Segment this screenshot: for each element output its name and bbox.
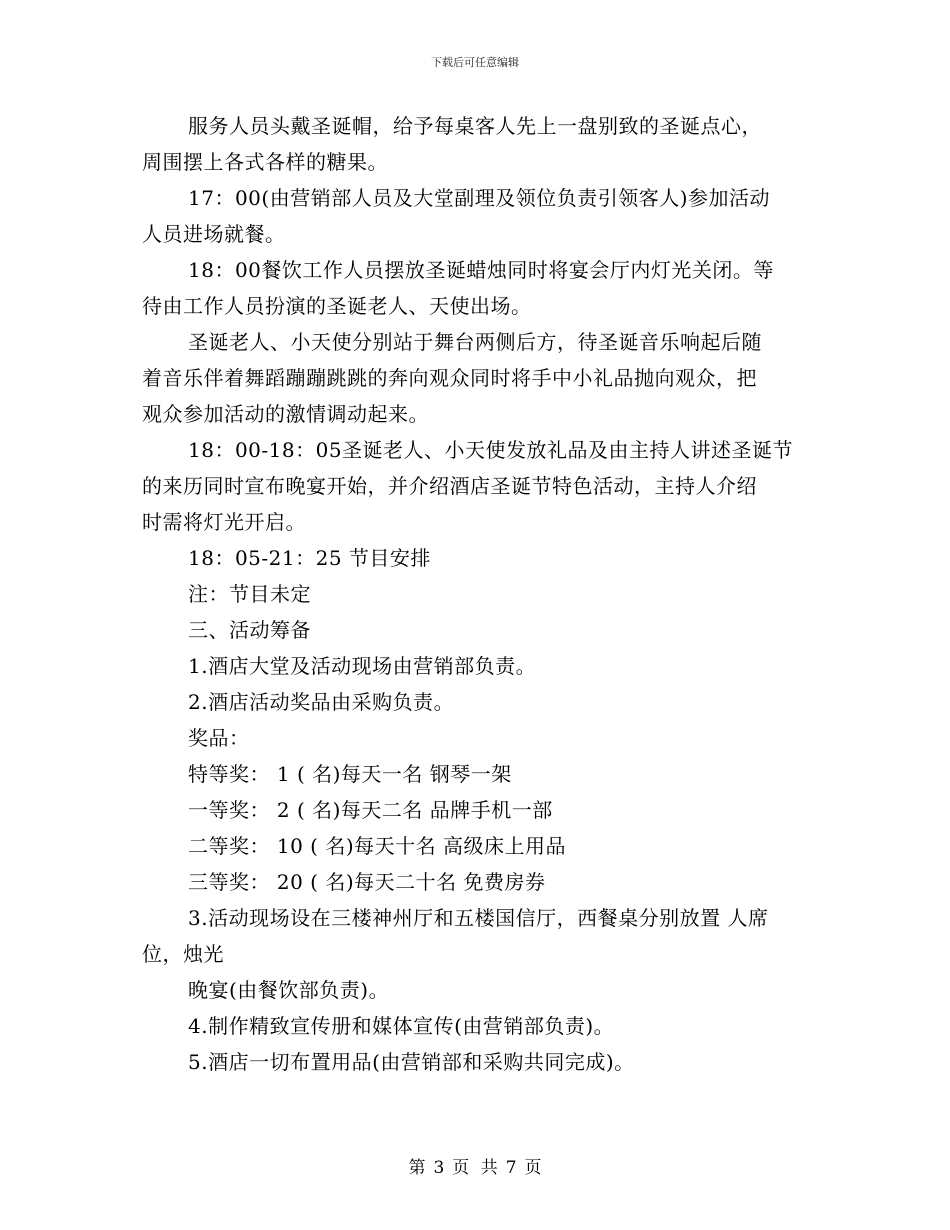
document-body <box>142 108 812 1080</box>
footer-suffix: 页 <box>524 1158 542 1178</box>
text-line: 位，烛光 <box>142 942 224 966</box>
text-line: 人员进场就餐。 <box>142 222 286 246</box>
section-heading: 三、活动筹备 <box>188 618 311 642</box>
footer-mid: 页 共 <box>452 1158 498 1178</box>
page-header: 下载后可任意编辑 <box>431 56 519 69</box>
text-line: 5.酒店一切布置用品(由营销部和采购共同完成)。 <box>188 1050 635 1074</box>
prize-line: 三等奖： 20 ( 名)每天二十名 免费房券 <box>188 870 546 894</box>
text-line: 着音乐伴着舞蹈蹦蹦跳跳的奔向观众同时将手中小礼品抛向观众，把 <box>142 366 757 390</box>
text-line: 17：00(由营销部人员及大堂副理及领位负责引领客人)参加活动 <box>188 186 771 210</box>
page-footer <box>0 1153 950 1178</box>
text-line: 18：00-18：05圣诞老人、小天使发放礼品及由主持人讲述圣诞节 <box>188 438 794 462</box>
text-line: 周围摆上各式各样的糖果。 <box>142 150 388 174</box>
prize-line: 二等奖： 10 ( 名)每天十名 高级床上用品 <box>188 834 566 858</box>
text-line: 待由工作人员扮演的圣诞老人、天使出场。 <box>142 294 532 318</box>
text-line: 3.活动现场设在三楼神州厅和五楼国信厅，西餐桌分别放置 人席 <box>188 906 769 930</box>
text-line: 2.酒店活动奖品由采购负责。 <box>188 690 455 714</box>
text-line: 观众参加活动的激情调动起来。 <box>142 402 429 426</box>
text-line: 18：00餐饮工作人员摆放圣诞蜡烛同时将宴会厅内灯光关闭。等 <box>188 258 774 282</box>
text-line: 时需将灯光开启。 <box>142 510 306 534</box>
text-line: 的来历同时宣布晚宴开始，并介绍酒店圣诞节特色活动，主持人介绍 <box>142 474 757 498</box>
text-line: 1.酒店大堂及活动现场由营销部负责。 <box>188 654 537 678</box>
text-line: 4.制作精致宣传册和媒体宣传(由营销部负责)。 <box>188 1014 615 1038</box>
prize-line: 特等奖： 1 ( 名)每天一名 钢琴一架 <box>188 762 512 786</box>
prize-line: 一等奖： 2 ( 名)每天二名 品牌手机一部 <box>188 798 553 822</box>
text-line: 奖品： <box>188 726 250 750</box>
current-page-number: 3 <box>433 1158 445 1178</box>
text-line: 18：05-21：25 节目安排 <box>188 546 431 570</box>
footer-prefix: 第 <box>408 1158 426 1178</box>
text-line: 服务人员头戴圣诞帽，给予每桌客人先上一盘别致的圣诞点心， <box>188 114 762 138</box>
text-line: 注：节目未定 <box>188 582 311 606</box>
text-line: 圣诞老人、小天使分别站于舞台两侧后方，待圣诞音乐响起后随 <box>188 330 762 354</box>
text-line: 晚宴(由餐饮部负责)。 <box>188 978 390 1002</box>
total-pages-number: 7 <box>505 1158 517 1178</box>
